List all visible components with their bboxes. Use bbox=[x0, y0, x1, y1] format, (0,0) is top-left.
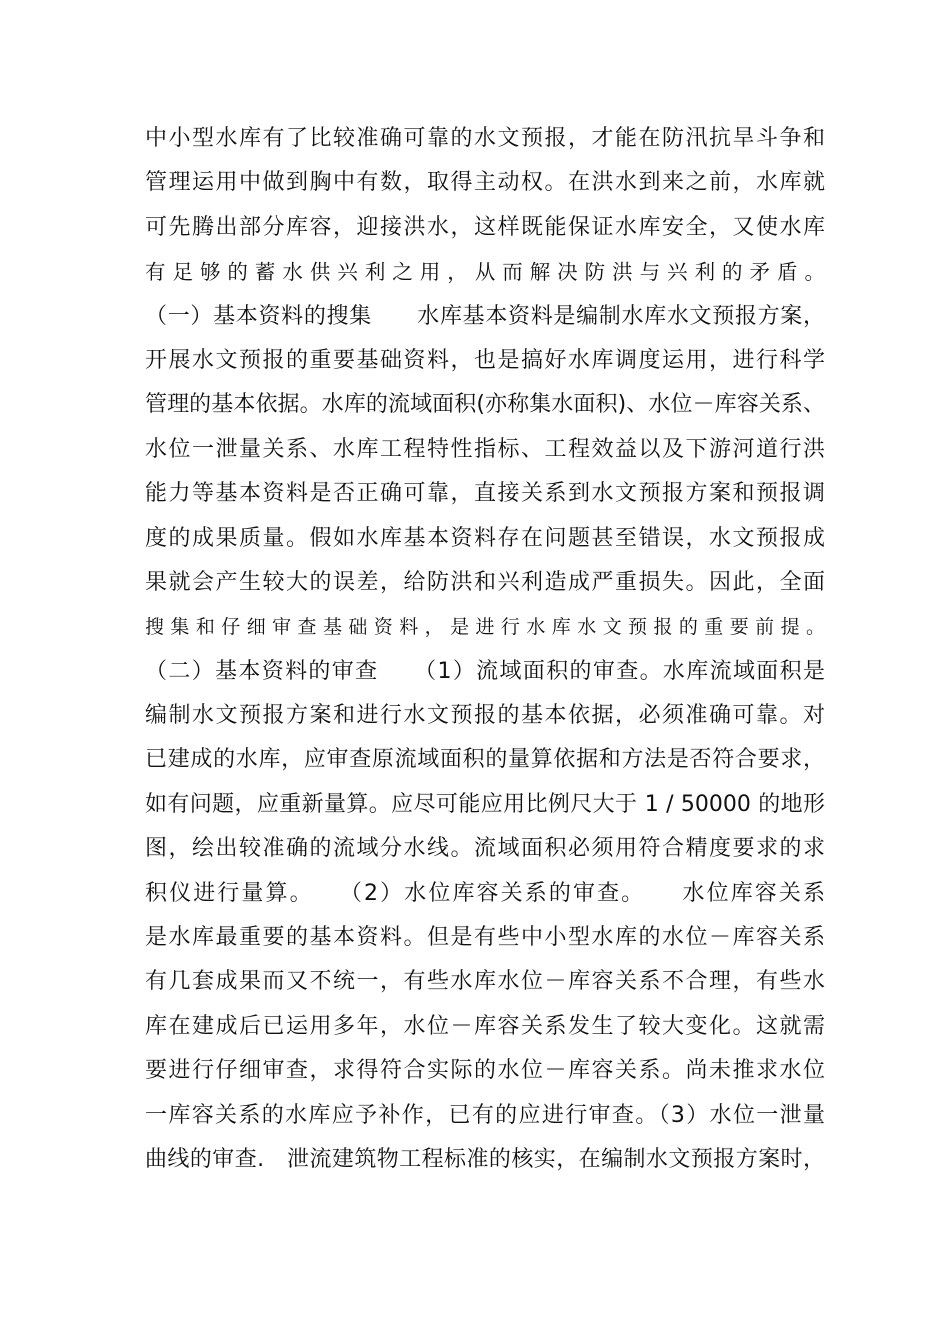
text-line: 如有问题，应重新量算。应尽可能应用比例尺大于 1 / 50000 的地形 bbox=[145, 791, 825, 817]
text-line: 开展水文预报的重要基础资料，也是搞好水库调度运用，进行科学 bbox=[145, 347, 825, 373]
section-heading-line: （一）基本资料的搜集 水库基本资料是编制水库水文预报方案， bbox=[145, 303, 825, 329]
text-line: 管理的基本依据。水库的流域面积(亦称集水面积)、水位－库容关系、 bbox=[145, 392, 825, 418]
text-line: 有 足 够 的 蓄 水 供 兴 利 之 用 ， 从 而 解 决 防 洪 与 兴 利 的 矛 盾 。 bbox=[145, 260, 825, 285]
text-line: 度的成果质量。假如水库基本资料存在问题甚至错误，水文预报成 bbox=[145, 525, 825, 551]
text-line: 图，绘出较准确的流域分水线。流域面积必须用符合精度要求的求 bbox=[145, 836, 825, 862]
text-line: 是水库最重要的基本资料。但是有些中小型水库的水位－库容关系 bbox=[145, 925, 825, 951]
text-line: 曲线的审查. 泄流建筑物工程标准的核实，在编制水文预报方案时， bbox=[145, 1146, 825, 1172]
body-text bbox=[145, 117, 825, 1182]
text-line: 能力等基本资料是否正确可靠，直接关系到水文预报方案和预报调 bbox=[145, 481, 825, 507]
text-line: 已建成的水库，应审查原流域面积的量算依据和方法是否符合要求， bbox=[145, 747, 825, 773]
text-line: 库在建成后已运用多年，水位－库容关系发生了较大变化。这就需 bbox=[145, 1013, 825, 1039]
text-line: 水位一泄量关系、水库工程特性指标、工程效益以及下游河道行洪 bbox=[145, 436, 825, 462]
text-line: 中小型水库有了比较准确可靠的水文预报，才能在防汛抗旱斗争和 bbox=[145, 126, 825, 151]
text-line: 有几套成果而又不统一，有些水库水位－库容关系不合理，有些水 bbox=[145, 969, 825, 995]
text-line: 一库容关系的水库应予补作，已有的应进行审查。（3）水位一泄量 bbox=[145, 1102, 825, 1128]
text-line: 搜 集 和 仔 细 审 查 基 础 资 料 ， 是 进 行 水 库 水 文 预 报 的 重 要 前 提 。 bbox=[145, 616, 825, 639]
text-line: 果就会产生较大的误差，给防洪和兴利造成严重损失。因此，全面 bbox=[145, 569, 825, 595]
section-heading-line: （二）基本资料的审查 （1）流域面积的审查。水库流域面积是 bbox=[145, 658, 825, 684]
text-line: 积仪进行量算。 （2）水位库容关系的审查。 水位库容关系 bbox=[145, 880, 825, 906]
text-line: 可先腾出部分库容，迎接洪水，这样既能保证水库安全，又使水库 bbox=[145, 214, 825, 240]
text-line: 要进行仔细审查，求得符合实际的水位－库容关系。尚未推求水位 bbox=[145, 1058, 825, 1084]
text-line: 编制水文预报方案和进行水文预报的基本依据，必须准确可靠。对 bbox=[145, 703, 825, 729]
text-line: 管理运用中做到胸中有数，取得主动权。在洪水到来之前，水库就 bbox=[145, 170, 825, 196]
